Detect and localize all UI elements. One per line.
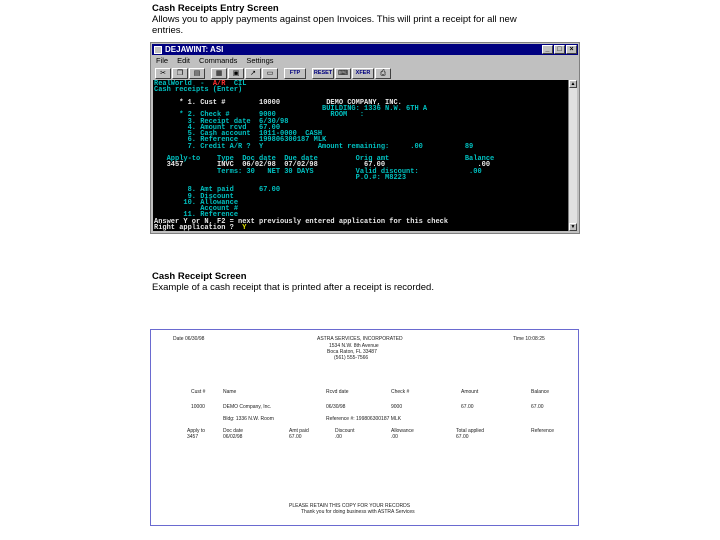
printer-icon[interactable]: ⎙ [375, 68, 391, 79]
col-reference: Reference [531, 428, 555, 434]
cell-check: 9000 [391, 404, 403, 410]
terminal-line [154, 225, 246, 231]
entry-screen-description [152, 14, 517, 36]
receipt-footer-1: PLEASE RETAIN THIS COPY FOR YOUR RECORDS [289, 503, 411, 509]
terminal-text: BUILDING: 1336 N.W. 6TH A [154, 105, 428, 113]
cell-amount: 67.00 [461, 404, 474, 410]
terminal-line [154, 175, 406, 182]
col-apply-to: Apply to [187, 428, 206, 434]
cash-receipt-printout [150, 329, 579, 526]
cell-discount: .00 [335, 434, 342, 440]
xfer-button[interactable]: XFER [352, 68, 374, 79]
keyboard-icon[interactable]: ⌨ [335, 68, 351, 79]
receipt-address-1: 1534 N.W. 8th Avenue [329, 343, 379, 349]
receipt-address-2: Boca Raton, FL 33487 [327, 349, 377, 355]
window-title: DEJAWINT: ASI [165, 45, 224, 54]
minimize-icon[interactable]: _ [542, 45, 553, 54]
col-check: Check # [391, 389, 410, 395]
ftp-button[interactable]: FTP [284, 68, 306, 79]
cell-total-applied: 67.00 [456, 434, 469, 440]
terminal-text: 8. Amt paid 67.00 [154, 186, 281, 195]
terminal-text: 3457 INVC 06/02/98 07/02/98 67.00 .00 [154, 161, 491, 170]
vertical-scrollbar[interactable] [568, 80, 577, 231]
receipt-footer-2: Thank you for doing business with ASTRA Services [301, 509, 415, 515]
menu-commands[interactable]: Commands [199, 56, 238, 65]
terminal-text: Account # [154, 205, 239, 213]
col-rcvd-date: Rcvd date [326, 389, 349, 395]
col-discount: Discount [335, 428, 355, 434]
receipt-company: ASTRA SERVICES, INCORPORATED [317, 336, 403, 342]
col-amt-paid: Amt paid [289, 428, 309, 434]
terminal-text: 9. Discount [154, 192, 234, 201]
terminal-text: Answer Y or N, F2 = next previously entered application for this check [154, 217, 449, 226]
terminal-text: 5. Cash account 1011-0000 CASH [154, 130, 323, 138]
scroll-down-icon[interactable]: ▼ [570, 224, 576, 230]
terminal-text: * 1. Cust # 10000 DEMO COMPANY, INC. [154, 98, 402, 107]
col-total-applied: Total applied [456, 428, 485, 434]
entry-desc-line-1: Allows you to apply payments against open Invoices. This will print a receipt for all new [152, 14, 517, 25]
terminal-text: Right application ? [154, 223, 243, 231]
terminal-text: CIL [225, 80, 247, 88]
terminal-text: 11. Reference [154, 211, 239, 220]
terminal-text: Cash receipts (Enter) [154, 86, 243, 95]
menu-bar [152, 56, 578, 65]
terminal-text: 6. Reference 199806300187 MLK [154, 136, 327, 145]
reset-button[interactable]: RESET [312, 68, 334, 79]
receipt-time: Time 10:08:25 [513, 336, 545, 342]
receipt-heading: Cash Receipt Screen [152, 271, 247, 282]
terminal-line [154, 144, 473, 151]
scroll-up-icon[interactable]: ▲ [570, 81, 576, 87]
cell-rcvd-date: 06/30/98 [326, 404, 346, 410]
paste-icon[interactable]: ▤ [189, 68, 205, 79]
receipt-description: Example of a cash receipt that is printed after a receipt is recorded. [152, 282, 434, 293]
col-doc-date: Doc date [223, 428, 244, 434]
window-titlebar[interactable] [152, 44, 578, 55]
terminal-text: 10. Allowance [154, 198, 239, 207]
copy-icon[interactable]: ❐ [172, 68, 188, 79]
terminal-text: 3. Receipt date 6/30/98 [154, 117, 289, 126]
cell-balance: 67.00 [531, 404, 544, 410]
receipt-phone: (561) 555-7566 [334, 355, 369, 361]
terminal-text: 7. Credit A/R ? Y Amount remaining: .00 89 [154, 142, 474, 151]
cut-icon[interactable]: ✂ [155, 68, 171, 79]
cell-building: Bldg: 1336 N.W. Room [223, 416, 274, 422]
col-customer: Cust # [191, 389, 206, 395]
display-icon[interactable]: ▭ [262, 68, 278, 79]
cell-reference: Reference #: 199806300187 MLK [326, 416, 402, 422]
capture-icon[interactable]: ▦ [211, 68, 227, 79]
cell-amt-paid: 67.00 [289, 434, 302, 440]
terminal-text: Y [242, 223, 247, 231]
terminal-text: Terms: 30 NET 30 DAYS Valid discount: .00 [154, 167, 482, 176]
terminal-text: Apply-to Type Doc date Due date Orig amt Balance [154, 155, 495, 163]
dejawint-window [150, 42, 580, 234]
col-amount: Amount [461, 389, 479, 395]
col-balance: Balance [531, 389, 550, 395]
app-icon[interactable] [154, 46, 162, 54]
menu-settings[interactable]: Settings [246, 56, 274, 65]
entry-screen-heading: Cash Receipts Entry Screen [152, 3, 279, 14]
cell-name: DEMO Company, Inc. [223, 404, 272, 410]
terminal-text: RealWorld - [154, 80, 213, 88]
entry-desc-line-2: entries. [152, 25, 184, 36]
col-allowance: Allowance [391, 428, 414, 434]
terminal-text: * 2. Check # 9000 ROOM : [154, 111, 365, 120]
col-name: Name [223, 389, 237, 395]
menu-edit[interactable]: Edit [177, 56, 191, 65]
toolbar [152, 66, 578, 80]
menu-file[interactable]: File [156, 56, 169, 65]
terminal-line [154, 87, 242, 94]
run-icon[interactable]: ↗ [245, 68, 261, 79]
macro-icon[interactable]: ▣ [228, 68, 244, 79]
terminal-text: 4. Amount rcvd 67.00 [154, 123, 281, 132]
terminal-text: A/R [212, 80, 226, 88]
cell-apply-to: 3457 [187, 434, 199, 440]
cell-allowance: .00 [391, 434, 398, 440]
maximize-icon[interactable]: □ [554, 45, 565, 54]
cell-doc-date: 06/02/98 [223, 434, 243, 440]
receipt-date: Date 06/30/98 [173, 336, 205, 342]
close-icon[interactable]: × [566, 45, 577, 54]
cell-customer: 10000 [191, 404, 205, 410]
terminal-screen[interactable] [153, 80, 570, 231]
terminal-text: P.O.#: M8223 [154, 173, 407, 182]
